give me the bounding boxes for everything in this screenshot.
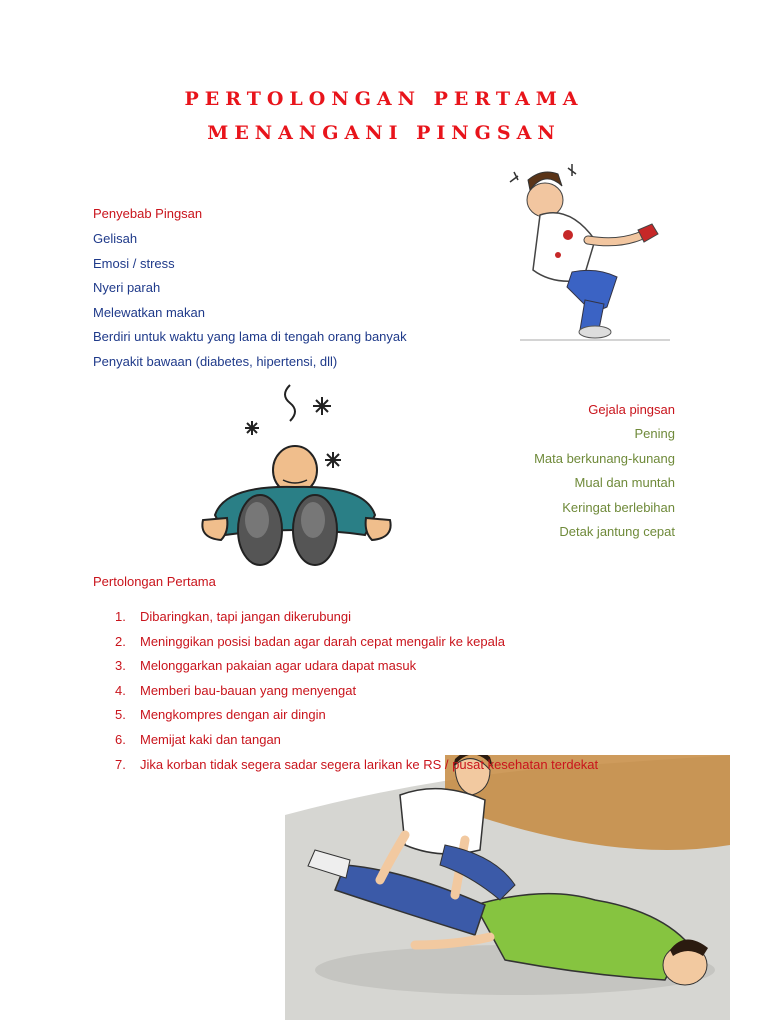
dizzy-star-icon bbox=[313, 397, 331, 415]
causes-list bbox=[93, 230, 407, 378]
list-item: Mata berkunang-kunang bbox=[534, 450, 675, 466]
list-item: Keringat berlebihan bbox=[562, 499, 675, 515]
dizzy-star-icon bbox=[325, 452, 341, 468]
squiggle-icon bbox=[285, 385, 295, 421]
list-item: 3. Melonggarkan pakaian agar udara dapat masuk bbox=[115, 658, 417, 674]
list-item: Berdiri untuk waktu yang lama di tengah orang banyak bbox=[93, 329, 407, 345]
first-aid-heading: Pertolongan Pertama bbox=[93, 574, 216, 589]
list-item: 2. Meninggikan posisi badan agar darah cepat mengalir ke kepala bbox=[115, 633, 505, 649]
list-item: Melewatkan makan bbox=[93, 304, 205, 320]
list-item: Gelisah bbox=[93, 231, 138, 246]
fainted-person-illustration bbox=[195, 380, 400, 575]
list-item: Pening bbox=[634, 426, 675, 441]
symptoms-list bbox=[534, 425, 675, 548]
list-item: Emosi / stress bbox=[93, 255, 175, 271]
page-title-line-2: MENANGANI PINGSAN bbox=[207, 122, 561, 144]
dizzy-star-icon bbox=[510, 172, 518, 182]
symptoms-heading: Gejala pingsan bbox=[588, 402, 675, 417]
list-item: 7. Jika korban tidak segera sadar segera larikan ke RS / pusat kesehatan terdekat bbox=[115, 756, 599, 772]
list-item: Nyeri parah bbox=[93, 280, 161, 296]
dizzy-star-icon bbox=[568, 164, 576, 176]
dizzy-star-icon bbox=[245, 421, 259, 435]
list-item: 5. Mengkompres dengan air dingin bbox=[115, 707, 326, 723]
list-item: 4. Memberi bau-bauan yang menyengat bbox=[115, 682, 357, 698]
list-item: Penyakit bawaan (diabetes, hipertensi, dll) bbox=[93, 353, 338, 369]
list-item: Mual dan muntah bbox=[574, 475, 675, 491]
causes-heading: Penyebab Pingsan bbox=[93, 206, 203, 221]
page-title-line-1: PERTOLONGAN PERTAMA bbox=[184, 88, 584, 110]
dizzy-person-illustration bbox=[500, 160, 675, 345]
first-aid-scene-illustration bbox=[285, 755, 730, 1020]
list-item: 1. Dibaringkan, tapi jangan dikerubungi bbox=[115, 609, 352, 624]
first-aid-steps bbox=[93, 608, 598, 780]
list-item: 6. Memijat kaki dan tangan bbox=[115, 731, 281, 747]
list-item: Detak jantung cepat bbox=[559, 524, 675, 540]
